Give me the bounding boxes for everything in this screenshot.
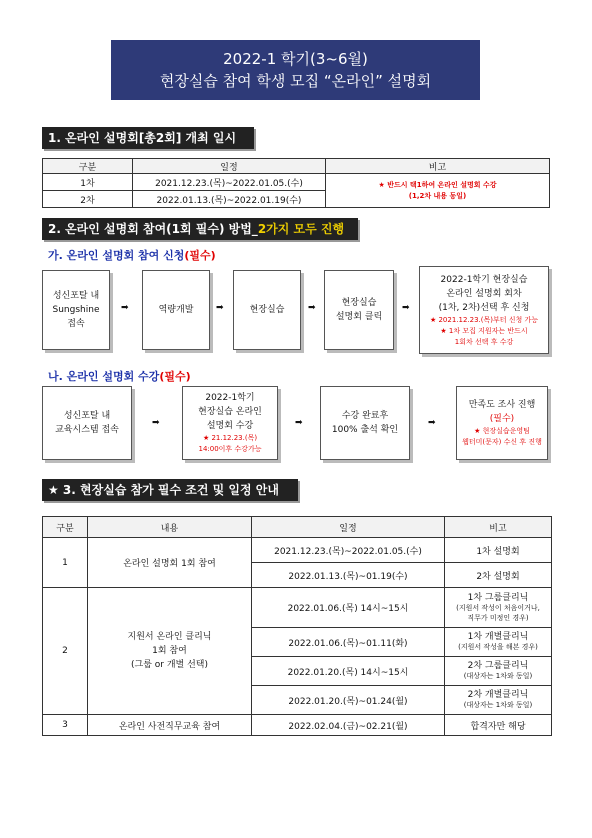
- flow-step-competency: 역량개발: [142, 270, 210, 350]
- row-date: 2022.01.06.(목)~01.11(화): [252, 628, 445, 657]
- flow-step-portal: 성신포탈 내 Sungshine 접속: [42, 270, 110, 350]
- row-note: 2차 그룹클리닉 (대상자는 1차와 동일): [445, 657, 552, 686]
- row-note: 2차 개별클리닉 (대상자는 1차와 동일): [445, 686, 552, 715]
- subheading-a: 가. 온라인 설명회 참여 신청(필수): [48, 249, 216, 262]
- row-number: 2: [43, 588, 88, 715]
- row-note: 2차 설명회: [445, 563, 552, 588]
- flow-step-session-click: 현장실습 설명회 클릭: [324, 270, 394, 350]
- section-2-heading: 2. 온라인 설명회 참여(1회 필수) 방법_2가지 모두 진행: [42, 218, 358, 240]
- row-date: 2022.01.13.(목)~01.19(수): [252, 563, 445, 588]
- schedule-table: [42, 158, 550, 208]
- row-number: 3: [43, 715, 88, 736]
- row-date: 2021.12.23.(목)~2022.01.05.(수): [252, 538, 445, 563]
- round-date: 2022.01.13.(목)~2022.01.19(수): [133, 191, 326, 208]
- row-number: 1: [43, 538, 88, 588]
- round-label: 2차: [43, 191, 133, 208]
- table-header-row: [43, 159, 550, 174]
- row-date: 2022.01.20.(목)~01.24(월): [252, 686, 445, 715]
- flow-step-fieldwork: 현장실습: [233, 270, 301, 350]
- table-header-row: [43, 517, 552, 538]
- row-note: 합격자만 해당: [445, 715, 552, 736]
- title-banner: [111, 40, 480, 100]
- table-row: [43, 588, 552, 628]
- flow-step-apply: 2022-1학기 현장실습 온라인 설명회 회차 (1차, 2차)선택 후 신청 ★ 2021.12.23.(목)부터 신청 가능 ★ 1차 모집 지원자는 반드시 1회차 선택 후 수강: [419, 266, 549, 354]
- row-content: 지원서 온라인 클리닉 1회 참여 (그룹 or 개별 선택): [88, 588, 252, 715]
- arrow-right-icon: ➡: [121, 303, 129, 313]
- arrow-right-icon: ➡: [152, 418, 160, 428]
- row-note: 1차 그룹클리닉 (지원서 작성이 처음이거나, 직무가 미정인 경우): [445, 588, 552, 628]
- arrow-right-icon: ➡: [402, 303, 410, 313]
- arrow-right-icon: ➡: [295, 418, 303, 428]
- column-header: 비고: [326, 159, 550, 174]
- arrow-right-icon: ➡: [428, 418, 436, 428]
- table-row: [43, 538, 552, 563]
- round-date: 2021.12.23.(목)~2022.01.05.(수): [133, 174, 326, 191]
- column-header: 구분: [43, 159, 133, 174]
- row-date: 2022.02.04.(금)~02.21(월): [252, 715, 445, 736]
- table-row: [43, 174, 550, 191]
- round-label: 1차: [43, 174, 133, 191]
- table-row: [43, 715, 552, 736]
- column-header: 일정: [252, 517, 445, 538]
- column-header: 비고: [445, 517, 552, 538]
- flow-step-watch-session: 2022-1학기 현장실습 온라인 설명회 수강 ★ 21.12.23.(목) 14:00이후 수강가능: [182, 386, 278, 460]
- flow-step-survey: 만족도 조사 진행 (필수) ★ 현장실습운영팀 웹터미(문자) 수신 후 진행: [456, 386, 548, 460]
- flow-step-attendance: 수강 완료후 100% 출석 확인: [320, 386, 410, 460]
- arrow-right-icon: ➡: [216, 303, 224, 313]
- column-header: 구분: [43, 517, 88, 538]
- row-note: 1차 개별클리닉 (지원서 작성을 해본 경우): [445, 628, 552, 657]
- schedule-note: ★ 반드시 택1하여 온라인 설명회 수강 (1,2차 내용 동일): [326, 174, 550, 208]
- row-date: 2022.01.06.(목) 14시~15시: [252, 588, 445, 628]
- row-note: 1차 설명회: [445, 538, 552, 563]
- requirements-table: [42, 516, 552, 736]
- section-1-heading: 1. 온라인 설명회[총2회] 개최 일시: [42, 127, 254, 149]
- row-date: 2022.01.20.(목) 14시~15시: [252, 657, 445, 686]
- section-3-heading: ★ 3. 현장실습 참가 필수 조건 및 일정 안내: [42, 479, 298, 501]
- column-header: 내용: [88, 517, 252, 538]
- flow-step-edu-system: 성신포탈 내 교육시스템 접속: [42, 386, 132, 460]
- row-content: 온라인 설명회 1회 참여: [88, 538, 252, 588]
- row-content: 온라인 사전직무교육 참여: [88, 715, 252, 736]
- title-line-2: 현장실습 참여 학생 모집 “온라인” 설명회: [159, 72, 432, 90]
- title-line-1: 2022-1 학기(3~6월): [223, 50, 368, 68]
- subheading-b: 나. 온라인 설명회 수강(필수): [48, 370, 191, 383]
- arrow-right-icon: ➡: [308, 303, 316, 313]
- column-header: 일정: [133, 159, 326, 174]
